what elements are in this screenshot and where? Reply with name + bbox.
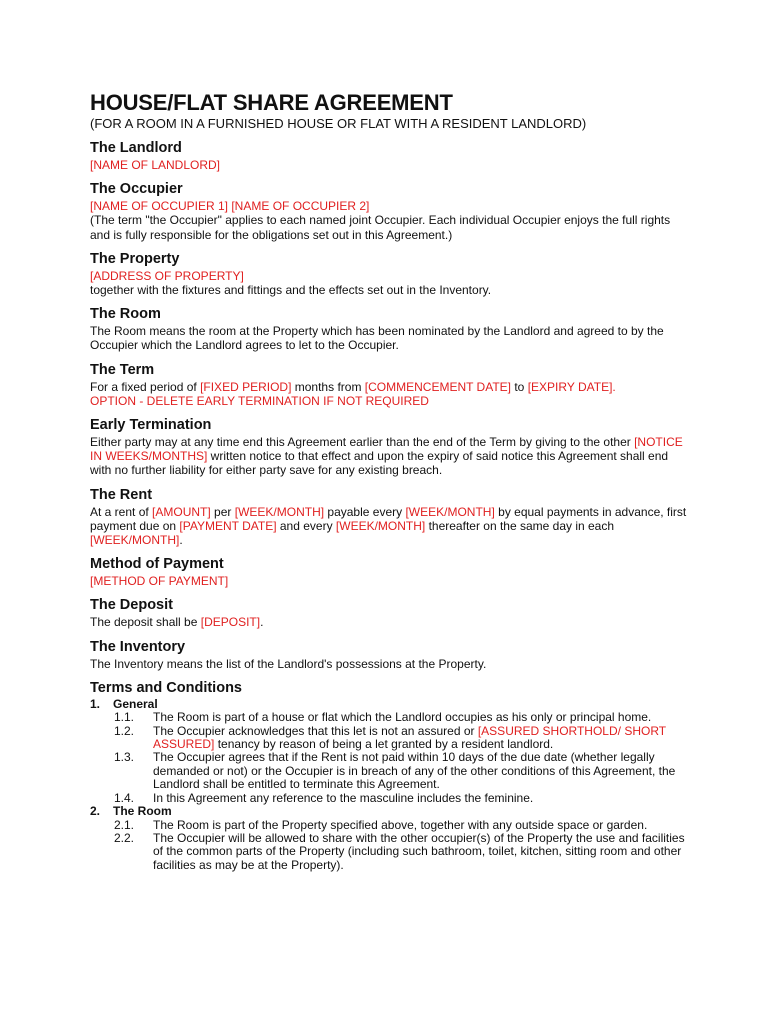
landlord-name-placeholder: [NAME OF LANDLORD] bbox=[90, 158, 221, 172]
deposit-amount-placeholder: [DEPOSIT] bbox=[200, 615, 261, 630]
rent-amount-placeholder: [AMOUNT] bbox=[152, 504, 211, 519]
term-heading: The Term bbox=[90, 361, 155, 378]
terms-list bbox=[90, 698, 690, 872]
clause-1-4: 1.4. In this Agreement any reference to the masculine includes the feminine. bbox=[114, 790, 534, 805]
section-general-title: 1. General bbox=[90, 696, 158, 711]
inventory-text: The Inventory means the list of the Landlord's possessions at the Property. bbox=[90, 656, 487, 671]
payment-date-placeholder: [PAYMENT DATE] bbox=[179, 518, 277, 533]
commencement-date-placeholder: [COMMENCEMENT DATE] bbox=[364, 379, 512, 394]
terms-heading: Terms and Conditions bbox=[90, 679, 242, 696]
rent-period-placeholder: [WEEK/MONTH] bbox=[234, 504, 325, 519]
payment-method-placeholder: [METHOD OF PAYMENT] bbox=[90, 574, 229, 589]
occupier-heading: The Occupier bbox=[90, 181, 183, 198]
payment-method-heading: Method of Payment bbox=[90, 556, 224, 573]
property-heading: The Property bbox=[90, 250, 180, 267]
occupier-section bbox=[90, 199, 690, 213]
document-subtitle: (FOR A ROOM IN A FURNISHED HOUSE OR FLAT WITH A RESIDENT LANDLORD) bbox=[90, 116, 587, 131]
landlord-heading: The Landlord bbox=[90, 140, 182, 156]
clause-1-2: 1.2. The Occupier acknowledges that this let is not an assured or [ASSURED SHORTHOLD/ SHORT ASSURED] tenancy by reason of being a let granted by a resident landlord. bbox=[114, 723, 666, 752]
property-address-placeholder: [ADDRESS OF PROPERTY] bbox=[90, 268, 244, 283]
early-termination-text: Either party may at any time end this Agreement earlier than the end of the Term by giving to the other [NOTICE IN WEEKS/MONTHS] written notice to that effect and upon the expiry of said notice this Agreement shall end with no further liability for either party save for any existing breach. bbox=[90, 435, 683, 478]
term-text: For a fixed period of [FIXED PERIOD] months from [COMMENCEMENT DATE] to [EXPIRY DATE]. bbox=[90, 379, 616, 394]
clause-1-1: 1.1. The Room is part of a house or flat which the Landlord occupies as his only or principal home. bbox=[114, 710, 652, 725]
room-text: The Room means the room at the Property which has been nominated by the Landlord and agreed to by the Occupier which the Landlord agrees to let to the Occupier. bbox=[90, 324, 664, 353]
clause-1-3: 1.3. The Occupier agrees that if the Rent is not paid within 10 days of the due date (whether legally demanded or not) or the Occupier is in breach of any of the other conditions of this Agreement, the Landlord shall be entitled to terminate this Agreement. bbox=[114, 750, 676, 792]
inventory-heading: The Inventory bbox=[90, 638, 186, 655]
section-room-title: 2. The Room bbox=[90, 804, 172, 819]
rent-heading: The Rent bbox=[90, 486, 153, 503]
document-title: HOUSE/FLAT SHARE AGREEMENT bbox=[90, 90, 453, 115]
deposit-heading: The Deposit bbox=[90, 597, 173, 614]
rent-frequency-placeholder: [WEEK/MONTH] bbox=[405, 504, 495, 519]
payment-method-section bbox=[90, 574, 690, 588]
agreement-body bbox=[90, 90, 690, 872]
expiry-date-placeholder: [EXPIRY DATE]. bbox=[527, 379, 616, 394]
tenancy-type-placeholder: [ASSURED SHORTHOLD/ SHORT ASSURED] bbox=[153, 723, 666, 752]
landlord-section bbox=[90, 158, 690, 172]
rent-interval-placeholder: [WEEK/MONTH] bbox=[335, 518, 426, 533]
deposit-text: The deposit shall be [DEPOSIT]. bbox=[90, 615, 264, 630]
occupier-note: (The term "the Occupier" applies to each named joint Occupier. Each individual Occupier enjoys the full rights and is fully responsible for the obligations set out in this Agreement.) bbox=[90, 213, 671, 242]
clause-2-2: 2.2. The Occupier will be allowed to share with the other occupier(s) of the Property the use and facilities of the common parts of the Property (including such bathroom, toilet, kitchen, sitting room and other facilities as may be at the Property). bbox=[114, 830, 685, 872]
occupier-names-placeholder: [NAME OF OCCUPIER 1] [NAME OF OCCUPIER 2] bbox=[90, 199, 370, 214]
early-termination-heading: Early Termination bbox=[90, 417, 212, 434]
notice-period-placeholder: [NOTICE IN WEEKS/MONTHS] bbox=[90, 435, 683, 464]
property-section bbox=[90, 269, 690, 283]
fixed-period-placeholder: [FIXED PERIOD] bbox=[200, 379, 292, 394]
clause-2-1: 2.1. The Room is part of the Property specified above, together with any outside space or garden. bbox=[114, 817, 648, 832]
property-text: together with the fixtures and fittings and the effects set out in the Inventory. bbox=[90, 283, 492, 298]
rent-cycle-placeholder: [WEEK/MONTH] bbox=[90, 533, 180, 548]
rent-text: At a rent of [AMOUNT] per [WEEK/MONTH] payable every [WEEK/MONTH] by equal payments in advance, first payment due on [PAYMENT DATE] and every [WEEK/MONTH] thereafter on the same day in each [WEEK/MONTH]. bbox=[90, 504, 687, 548]
term-option-note: OPTION - DELETE EARLY TERMINATION IF NOT REQUIRED bbox=[90, 393, 429, 408]
room-heading: The Room bbox=[90, 306, 161, 323]
